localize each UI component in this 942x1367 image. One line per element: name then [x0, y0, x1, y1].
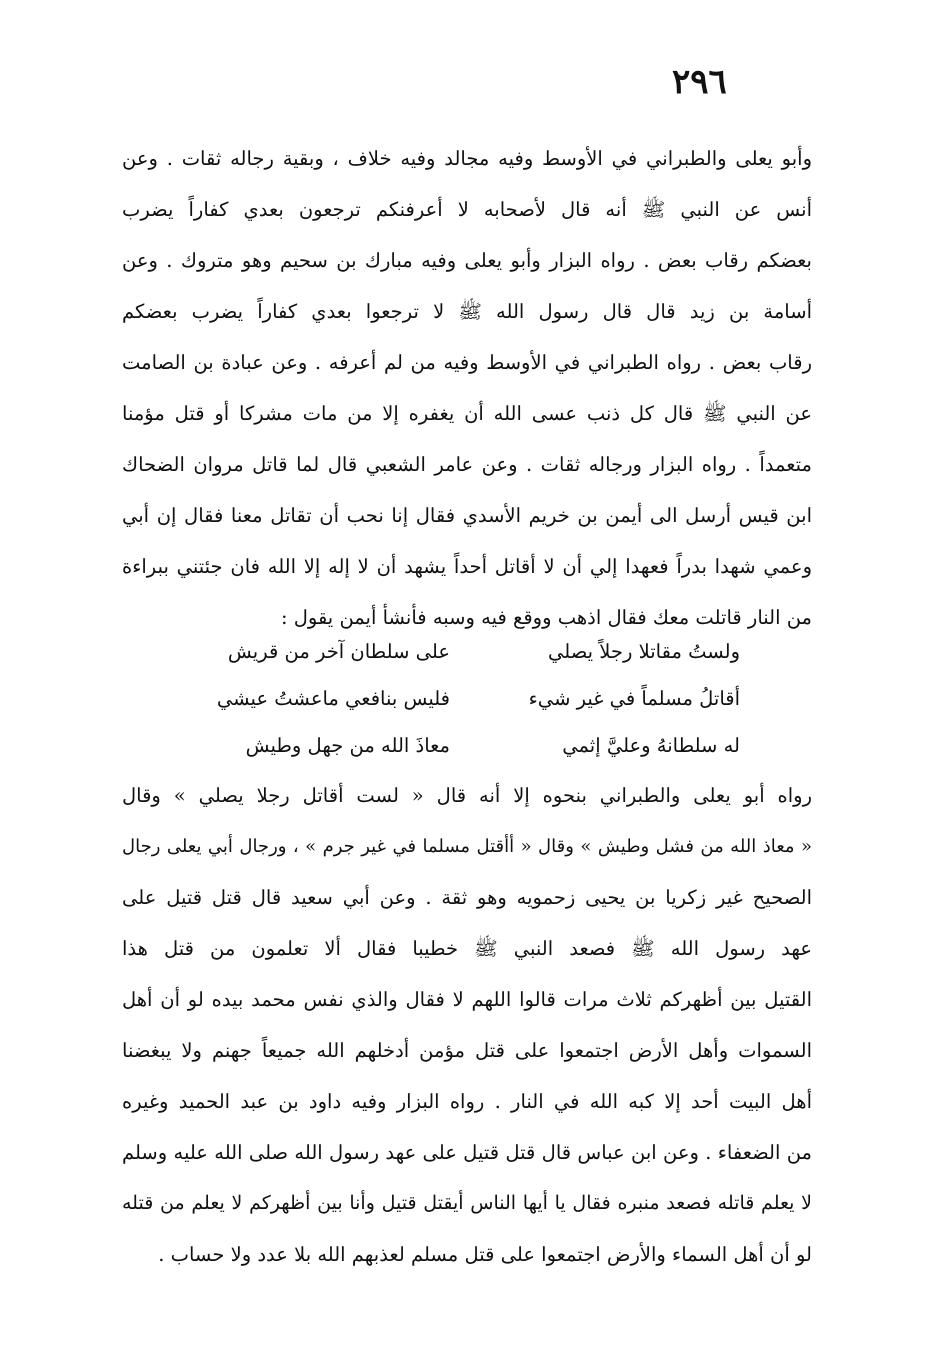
text-block-1: [122, 133, 812, 643]
text-line: رقاب بعض . رواه الطبراني في الأوسط وفيه من لم أعرفه . وعن عبادة بن الصامت: [122, 351, 812, 374]
poem-hemistich-second: على سلطان آخر من قريش: [227, 640, 450, 663]
poem-verse: [200, 628, 740, 675]
poem-hemistich-first: ولستُ مقاتلا رجلاً يصلي: [548, 640, 740, 663]
text-line: وعمي شهدا بدراً فعهدا إلي أن لا أقاتل أحداً يشهد أن لا إله إلا الله فان جئتني ببراءة: [122, 555, 812, 578]
poem-verse: [200, 722, 740, 769]
poem-hemistich-second: فليس بنافعي ماعشتُ عيشي: [216, 687, 450, 710]
text-line: بعضكم رقاب بعض . رواه البزار وأبو يعلى وفيه مبارك بن سحيم وهو متروك . وعن: [122, 249, 812, 272]
text-line: من الضعفاء . وعن ابن عباس قال قتل قتيل على عهد رسول الله صلى الله عليه وسلم: [122, 1141, 812, 1164]
text-line: لا يعلم قاتله فصعد منبره فقال يا أيها الناس أيقتل قتيل وأنا بين أظهركم لا يعلم من قتله: [122, 1192, 812, 1214]
page-number: ٢٩٦: [672, 62, 727, 102]
poem-verse: [200, 675, 740, 722]
text-line: « معاذ الله من فشل وطيش » وقال « أأقتل مسلما في غير جرم » ، ورجال أبي يعلى رجال: [122, 836, 812, 857]
poem: [200, 628, 740, 769]
poem-hemistich-second: معاذَ الله من جهل وطيش: [245, 734, 450, 757]
text-line: رواه أبو يعلى والطبراني بنحوه إلا أنه قال « لست أقاتل رجلا يصلي » وقال: [122, 784, 812, 807]
text-line: أهل البيت أحد إلا كبه الله في النار . رواه البزار وفيه داود بن عبد الحميد وغيره: [122, 1090, 812, 1113]
text-line: أسامة بن زيد قال قال رسول الله ﷺ لا ترجعوا بعدي كفاراً يضرب بعضكم: [122, 300, 812, 323]
poem-hemistich-first: له سلطانهُ وعليَّ إثمي: [562, 734, 740, 757]
text-line: وأبو يعلى والطبراني في الأوسط وفيه مجالد وفيه خلاف ، وبقية رجاله ثقات . وعن: [122, 147, 812, 170]
text-line: لو أن أهل السماء والأرض اجتمعوا على قتل مسلم لعذبهم الله بلا عدد ولا حساب .: [158, 1243, 812, 1266]
text-line: متعمداً . رواه البزار ورجاله ثقات . وعن عامر الشعبي قال لما قاتل مروان الضحاك: [122, 453, 812, 476]
text-line: عن النبي ﷺ قال كل ذنب عسى الله أن يغفره إلا من مات مشركا أو قتل مؤمنا: [122, 402, 812, 425]
text-block-2: [122, 770, 812, 1280]
text-line: السموات وأهل الأرض اجتمعوا على قتل مؤمن أدخلهم الله جميعاً جهنم ولا يبغضنا: [122, 1039, 812, 1062]
poem-hemistich-first: أقاتلُ مسلماً في غير شيء: [528, 687, 740, 710]
text-line: الصحيح غير زكريا بن يحيى زحمويه وهو ثقة . وعن أبي سعيد قال قتل قتيل على: [122, 886, 812, 909]
text-line: القتيل بين أظهركم ثلاث مرات قالوا اللهم لا فقال والذي نفس محمد بيده لو أن أهل: [122, 988, 812, 1011]
text-line: من النار قاتلت معك فقال اذهب ووقع فيه وسبه فأنشأ أيمن يقول :: [280, 606, 812, 629]
text-line: عهد رسول الله ﷺ فصعد النبي ﷺ خطيبا فقال ألا تعلمون من قتل هذا: [122, 937, 812, 960]
text-line: ابن قيس أرسل الى أيمن بن خريم الأسدي فقال إنا نحب أن تقاتل معنا فقال إن أبي: [122, 504, 812, 527]
text-line: أنس عن النبي ﷺ أنه قال لأصحابه لا أعرفنكم ترجعون بعدي كفاراً يضرب: [122, 198, 812, 221]
